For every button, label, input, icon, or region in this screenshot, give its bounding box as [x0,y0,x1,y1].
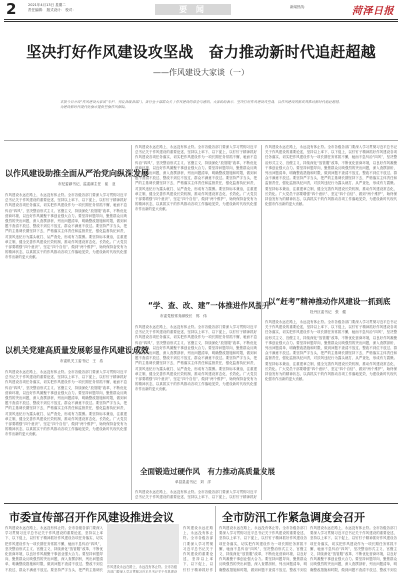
article1-headline: 以作风建设助推全面从严治党向纵深发展 [5,169,149,178]
header-editors: 责任编辑： 版式设计： 校对： [28,8,76,12]
bottom-section-rule [4,503,398,504]
meeting-photo [107,524,179,564]
section-label-box [155,4,231,15]
page-number: 2 [6,0,17,18]
intro-divider [4,140,398,141]
column3-body-top: 作风建设永远在路上，永远没有休止符。全市各级各部门要深入学习贯彻习近平总书记关于作风建设的重要论述，坚持以上率下、以下促上，以钉钉子精神抓好作风建设各项任务落实，切实把作风建设作为一项长期任务常抓不懈，驰而不息纠治“四风”，坚决整治形式主义、官僚主义，持续深化“放管服”改革，不断优化营商环境，以良好作风凝聚干事创业强大合力。要坚持问题导向，聚焦群众反映强烈的突出问题，深入查摆剖析，列出问题清单，明确整改措施和时限，做到问题不查清不放过、整改不到位不放过、群众不满意不放过。要坚持严字当头，把严的主基调长期坚持下去，严格落实主体责任和监督责任，强化监督执纪问责，对顶风违纪行为露头就打、从严查处，形成有力震慑。要坚持标本兼治，注重建章立制，健全完善作风建设长效机制，推动作风建设常态化、长效化。广大党员干部要增强“四个意识”、坚定“四个自信”、做到“两个维护”，始终保持奋发有为的精神状态，以真抓实干的作风推动各项工作落地见效，为建设新时代现代化强市作出新的更大贡献。 [265,145,397,207]
article5-byline: 单县县委书记 刘 洋 [175,480,211,484]
article3-byline: 市委党校常务副校长 郭 伟 [160,314,207,318]
column2-body-top: 作风建设永远在路上，永远没有休止符。全市各级各部门要深入学习贯彻习近平总书记关于作风建设的重要论述，坚持以上率下、以下促上，以钉钉子精神抓好作风建设各项任务落实，切实把作风建设作为一项长期任务常抓不懈，驰而不息纠治“四风”，坚决整治形式主义、官僚主义，持续深化“放管服”改革，不断优化营商环境，以良好作风凝聚干事创业强大合力。要坚持问题导向，聚焦群众反映强烈的突出问题，深入查摆剖析，列出问题清单，明确整改措施和时限，做到问题不查清不放过、整改不到位不放过、群众不满意不放过。要坚持严字当头，把严的主基调长期坚持下去，严格落实主体责任和监督责任，强化监督执纪问责，对顶风违纪行为露头就打、从严查处，形成有力震慑。要坚持标本兼治，注重建章立制，健全完善作风建设长效机制，推动作风建设常态化、长效化。广大党员干部要增强“四个意识”、坚定“四个自信”、做到“两个维护”，始终保持奋发有为的精神状态，以真抓实干的作风推动各项工作落地见效，为建设新时代现代化强市作出新的更大贡献。 [135,145,257,212]
column-divider-1 [131,145,132,500]
article4-byline: 牡丹区委书记 张 健 [310,310,346,314]
article2-byline: 市委机关工委书记 王 浩 [60,359,104,363]
header-meta [28,3,76,13]
section-label: 要 闻 [179,5,207,14]
photo-caption: 作风建设永远在路上，永远没有休止符。全市各级各部门要深入学习贯彻习近平总书记关于作风建设 [107,565,178,573]
article2-body: 作风建设永远在路上，永远没有休止符。全市各级各部门要深入学习贯彻习近平总书记关于作风建设的重要论述，坚持以上率下、以下促上，以钉钉子精神抓好作风建设各项任务落实，切实把作风建设作为一项长期任务常抓不懈，驰而不息纠治“四风”，坚决整治形式主义、官僚主义，持续深化“放管服”改革，不断优化营商环境，以良好作风凝聚干事创业强大合力。要坚持问题导向，聚焦群众反映强烈的突出问题，深入查摆剖析，列出问题清单，明确整改措施和时限，做到问题不查清不放过、整改不到位不放过、群众不满意不放过。要坚持严字当头，把严的主基调长期坚持下去，严格落实主体责任和监督责任，强化监督执纪问责，对顶风违纪行为露头就打、从严查处，形成有力震慑。要坚持标本兼治，注重建章立制，健全完善作风建设长效机制，推动作风建设常态化、长效化。广大党员干部要增强“四个意识”、坚定“四个自信”、做到“两个维护”，始终保持奋发有为的精神状态，以真抓实干的作风推动各项工作落地见效，为建设新时代现代化强市作出新的更大贡献。 [5,370,127,437]
article2-headline: 以机关党建高质量发展彰显作风建设成效 [5,346,149,355]
bottom-right-headline: 全市防汛工作紧急调度会召开 [222,511,365,524]
column-divider-2 [261,145,262,500]
article4-headline: 以“赶考”精神推动作风建设一抓到底 [268,297,391,306]
bottom-right-body-1: 作风建设永远在路上，永远没有休止符。全市各级各部门要深入学习贯彻习近平总书记关于作风建设的重要论述，坚持以上率下、以下促上，以钉钉子精神抓好作风建设各项任务落实，切实把作风建设作为一项长期任务常抓不懈，驰而不息纠治“四风”，坚决整治形式主义、官僚主义，持续深化“放管服”改革，不断优化营商环境，以良好作风凝聚干事创业强大合力。要坚持问题导向，聚焦群众反映强烈的突出问题，深入查摆剖析，列出问题清单，明确整改措施和时限，做到问题不查清不放过、整改不到位 [219,526,307,572]
article3-body: 作风建设永远在路上，永远没有休止符。全市各级各部门要深入学习贯彻习近平总书记关于作风建设的重要论述，坚持以上率下、以下促上，以钉钉子精神抓好作风建设各项任务落实，切实把作风建设作为一项长期任务常抓不懈，驰而不息纠治“四风”，坚决整治形式主义、官僚主义，持续深化“放管服”改革，不断优化营商环境，以良好作风凝聚干事创业强大合力。要坚持问题导向，聚焦群众反映强烈的突出问题，深入查摆剖析，列出问题清单，明确整改措施和时限，做到问题不查清不放过、整改不到位不放过、群众不满意不放过。要坚持严字当头，把严的主基调长期坚持下去，严格落实主体责任和监督责任，强化监督执纪问责，对顶风违纪行为露头就打、从严查处，形成有力震慑。要坚持标本兼治，注重建章立制，健全完善作风建设长效机制，推动作风建设常态化、长效化。广大党员干部要增强“四个意识”、坚定“四个自信”、做到“两个维护”，始终保持奋发有为的精神状态，以真抓实干的作风推动各项工作落地见效，为建设新时代现代化强市作出新的更大贡献。 [135,325,257,392]
bottom-left-body-cont: 作风建设永远在路上，永远没有休止符。全市各级各部门要深入学习贯彻习近平总书记关于作风建设的重要论述，坚持以上率下、以下促上，以钉钉子精神抓好作 [183,526,213,572]
header-rule-thin [4,21,398,22]
page-subtitle: ——作风建设大家谈（一） [153,68,249,77]
header-date: 2021年4月13日 星期二 [28,3,66,7]
article5-headline: 全面锻造过硬作风 有力推动高质量发展 [140,467,275,476]
article1-byline: 市纪委副书记、监委副主任 崔 亚 [58,182,116,186]
header-hotline: 新闻热线： [290,5,308,9]
article1-body: 作风建设永远在路上，永远没有休止符。全市各级各部门要深入学习贯彻习近平总书记关于作风建设的重要论述，坚持以上率下、以下促上，以钉钉子精神抓好作风建设各项任务落实，切实把作风建设作为一项长期任务常抓不懈，驰而不息纠治“四风”，坚决整治形式主义、官僚主义，持续深化“放管服”改革，不断优化营商环境，以良好作风凝聚干事创业强大合力。要坚持问题导向，聚焦群众反映强烈的突出问题，深入查摆剖析，列出问题清单，明确整改措施和时限，做到问题不查清不放过、整改不到位不放过、群众不满意不放过。要坚持严字当头，把严的主基调长期坚持下去，严格落实主体责任和监督责任，强化监督执纪问责，对顶风违纪行为露头就打、从严查处，形成有力震慑。要坚持标本兼治，注重建章立制，健全完善作风建设长效机制，推动作风建设常态化、长效化。广大党员干部要增强“四个意识”、坚定“四个自信”、做到“两个维护”，始终保持奋发有为的精神状态，以真抓实干的作风推动各项工作落地见效，为建设新时代现代化强市作出新的更大贡献。 [5,193,127,260]
page-header [0,0,402,20]
article3-headline: “学、查、改、建”一体推进作风提升 [148,301,271,310]
bottom-right-body-2: 作风建设永远在路上，永远没有休止符。全市各级各部门要深入学习贯彻习近平总书记关于作风建设的重要论述，坚持以上率下、以下促上，以钉钉子精神抓好作风建设各项任务落实，切实把作风建设作为一项长期任务常抓不懈，驰而不息纠治“四风”，坚决整治形式主义、官僚主义，持续深化“放管服”改革，不断优化营商环境，以良好作风凝聚干事创业强大合力。要坚持问题导向，聚焦群众反映强烈的突出问题，深入查摆剖析，列出问题清单，明确整改措施和时限，做到问题不查清不放过、整改不到位 [310,526,397,572]
intro-paragraph: 本报今日开设“作风建设大家谈”专栏，刊发各级各部门、各行业干部群众关于作风建设的体会与感悟。大家纷纷表示，坚决打好作风建设攻坚战，以作风建设的新成效推动新时代追赶超越，为建设新时代现代化强市提供坚强作风保障。 [60,100,342,110]
header-rule [4,19,398,20]
article5-body: 作风建设永远在路上，永远没有休止符。全市各级各部门要深入学习贯彻习近平总书记关于作风建设的重要论述，坚持以上率下、以下促上，以钉钉子精神抓好 [135,490,257,500]
bottom-column-divider [215,506,216,572]
article4-body: 作风建设永远在路上，永远没有休止符。全市各级各部门要深入学习贯彻习近平总书记关于作风建设的重要论述，坚持以上率下、以下促上，以钉钉子精神抓好作风建设各项任务落实，切实把作风建设作为一项长期任务常抓不懈，驰而不息纠治“四风”，坚决整治形式主义、官僚主义，持续深化“放管服”改革，不断优化营商环境，以良好作风凝聚干事创业强大合力。要坚持问题导向，聚焦群众反映强烈的突出问题，深入查摆剖析，列出问题清单，明确整改措施和时限，做到问题不查清不放过、整改不到位不放过、群众不满意不放过。要坚持严字当头，把严的主基调长期坚持下去，严格落实主体责任和监督责任，强化监督执纪问责，对顶风违纪行为露头就打、从严查处，形成有力震慑。要坚持标本兼治，注重建章立制，健全完善作风建设长效机制，推动作风建设常态化、长效化。广大党员干部要增强“四个意识”、坚定“四个自信”、做到“两个维护”，始终保持奋发有为的精神状态，以真抓实干的作风推动各项工作落地见效，为建设新时代现代化强市作出新的更大贡献。 [265,320,397,382]
bottom-left-headline: 市委宣传部召开作风建设推进会议 [9,511,174,524]
bottom-left-body: 作风建设永远在路上，永远没有休止符。全市各级各部门要深入学习贯彻习近平总书记关于作风建设的重要论述，坚持以上率下、以下促上，以钉钉子精神抓好作风建设各项任务落实，切实把作风建设作为一项长期任务常抓不懈，驰而不息纠治“四风”，坚决整治形式主义、官僚主义，持续深化“放管服”改革，不断优化营商环境，以良好作风凝聚干事创业强大合力。要坚持问题导向，聚焦群众反映强烈的突出问题，深入查摆剖析，列出问题清单，明确整改措施和时限，做到问题不查清不放过、整改不到位不放过、群众不满意不放过。要坚持严字当头，把严的主基调长 [5,526,103,572]
newspaper-logo: 菏泽日报 [352,6,394,17]
page-title: 坚决打好作风建设攻坚战 奋力推动新时代追赶超越 [26,43,376,61]
